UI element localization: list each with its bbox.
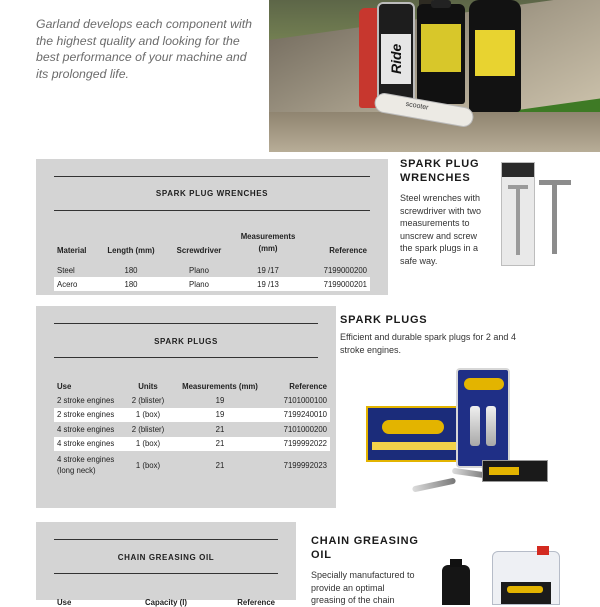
divider [54,176,370,177]
table-row: 2 stroke engines 1 (box) 19 7199240010 [54,408,330,423]
spark-plug-product-image [362,362,550,506]
table-row: 4 stroke engines 1 (box) 21 7199992022 [54,437,330,452]
column-header: Use [57,382,72,391]
wrench-product-image [497,160,575,272]
column-header: Use [57,598,72,607]
plugs-box-title: SPARK PLUGS [154,337,218,346]
table-row: 4 stroke engines (long neck) 1 (box) 21 7199992023 [57,455,327,475]
bottle-label: Ride [381,34,411,84]
spark-plug-box [366,406,460,462]
oil-box-title: CHAIN GREASING OIL [117,553,215,562]
plugs-description: Efficient and durable spark plugs for 2 and 4 stroke engines. [340,332,516,355]
plugs-title: SPARK PLUGS [340,314,428,326]
spark-plug-icon [486,406,496,446]
plugs-table [54,378,330,479]
wrench-package [501,162,535,266]
oil-title: CHAIN GREASING OIL [311,535,419,561]
divider [54,357,318,358]
column-header: Material [57,246,87,255]
table-row: Acero 180 Plano 19 /13 7199000201 [54,277,370,291]
column-header: Reference [329,246,367,255]
spark-plug-icon [412,477,456,492]
wrenches-spec-box [36,159,388,295]
table-row: 2 stroke engines 2 (blister) 19 7101000100 [57,395,327,405]
column-header: Screwdriver [176,246,222,255]
oil-description: Specially manufactured to provide an optimal greasing of the chain [311,570,415,605]
column-header: Reference [289,382,327,391]
spark-plug-icon [470,406,480,446]
bottle-label [475,30,515,76]
column-header: Capacity (l) [144,598,188,607]
wrenches-description: Steel wrenches with screwdriver with two measurements to unscrew and screw the spark plugs in a safe way. [400,193,482,266]
garland-large-oil-bottle [469,0,521,112]
column-header: Units [138,382,158,391]
bottle-cap [431,0,451,8]
spark-plug-blister [456,368,510,468]
tube-label: scooter [405,100,429,112]
table-row: 4 stroke engines 2 (blister) 21 7101000200 [57,424,327,434]
wrenches-title: SPARK PLUG WRENCHES [400,158,480,184]
bottle-label [421,24,461,72]
spark-plug-box [482,460,548,482]
column-header: Length (mm) [107,246,155,255]
intro-text: Garland develops each component with the highest quality and looking for the best performance of your machine and its prolonged life. [36,17,253,81]
oil-jug [492,551,560,605]
oil-table [54,594,278,607]
wrenches-table [54,229,370,291]
plugs-spec-box [36,306,336,508]
column-header: Measurements (mm) [182,382,258,391]
column-header: Reference [237,598,275,607]
oil-spec-box [36,522,296,607]
divider [54,210,370,211]
wrenches-box-title: SPARK PLUG WRENCHES [155,189,269,198]
divider [54,539,278,540]
hero-product-photo [269,0,600,145]
column-header: Measurements (mm) [240,232,296,253]
garland-oil-bottle [417,4,465,104]
chain-oil-product-image [440,545,565,600]
oil-bottle [442,565,470,605]
divider [54,573,278,574]
table-row: Steel 180 Plano 19 /17 7199000200 [57,265,367,275]
divider [54,323,318,324]
